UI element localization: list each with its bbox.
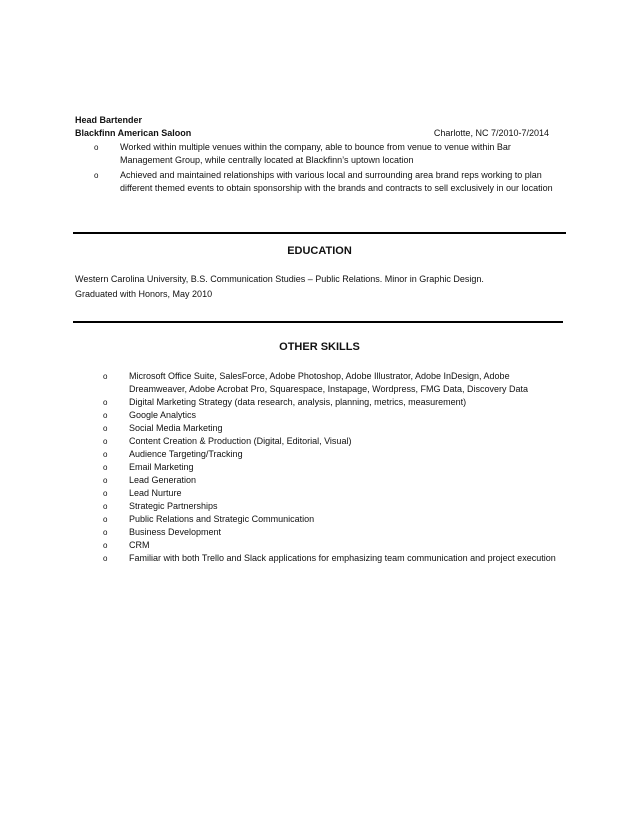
skill-item (103, 539, 558, 552)
section-divider (73, 321, 563, 323)
skill-text: Strategic Partnerships (129, 501, 218, 511)
skill-text: Lead Generation (129, 475, 197, 485)
hollow-bullet-icon: o (103, 554, 108, 563)
skill-text: Microsoft Office Suite, SalesForce, Adobe Photoshop, Adobe Illustrator, Adobe InDesign, Adobe Dreamweaver, Adobe Acrobat Pro, Squarespace, Instapage, Wordpress, FMG Data, Discovery Data (129, 371, 529, 394)
skills-list (103, 370, 558, 565)
skill-text: Audience Targeting/Tracking (129, 449, 243, 459)
skill-item (103, 396, 558, 409)
education-honors: Graduated with Honors, May 2010 (75, 289, 213, 299)
skill-item (103, 370, 558, 396)
skill-text: Digital Marketing Strategy (data research, analysis, planning, metrics, measurement) (129, 397, 467, 407)
job-bullet (94, 141, 554, 167)
skill-item (103, 461, 558, 474)
education-degree: Western Carolina University, B.S. Communication Studies – Public Relations. Minor in Graphic Design. (75, 274, 484, 284)
skill-item (103, 552, 558, 565)
job-bullet (94, 169, 554, 195)
hollow-bullet-icon: o (94, 143, 99, 152)
skill-text: Public Relations and Strategic Communication (129, 514, 315, 524)
job-location-dates: Charlotte, NC 7/2010-7/2014 (433, 128, 549, 138)
hollow-bullet-icon: o (103, 541, 108, 550)
skill-item (103, 526, 558, 539)
skill-text: Lead Nurture (129, 488, 182, 498)
skills-heading: OTHER SKILLS (279, 341, 360, 353)
hollow-bullet-icon: o (103, 411, 108, 420)
hollow-bullet-icon: o (103, 502, 108, 511)
hollow-bullet-icon: o (103, 424, 108, 433)
hollow-bullet-icon: o (103, 515, 108, 524)
skill-item (103, 435, 558, 448)
job-bullet-text: Achieved and maintained relationships with various local and surrounding area brand reps working to plan different themed events to obtain sponsorship with the brands and contracts to sell exclusively in our location (120, 170, 553, 193)
section-divider (73, 232, 566, 234)
job-title: Head Bartender (75, 115, 143, 125)
skill-text: CRM (129, 540, 150, 550)
skill-item (103, 448, 558, 461)
hollow-bullet-icon: o (103, 398, 108, 407)
hollow-bullet-icon: o (103, 450, 108, 459)
hollow-bullet-icon: o (103, 463, 108, 472)
job-bullet-list (94, 141, 554, 197)
hollow-bullet-icon: o (103, 476, 108, 485)
company-name: Blackfinn American Saloon (75, 128, 192, 138)
education-heading: EDUCATION (287, 245, 352, 257)
hollow-bullet-icon: o (103, 528, 108, 537)
hollow-bullet-icon: o (94, 171, 99, 180)
skill-text: Familiar with both Trello and Slack applications for emphasizing team communication and project execution (129, 553, 556, 563)
skill-item (103, 487, 558, 500)
skill-item (103, 513, 558, 526)
skill-text: Email Marketing (129, 462, 194, 472)
skill-text: Business Development (129, 527, 222, 537)
skill-text: Social Media Marketing (129, 423, 223, 433)
skill-text: Content Creation & Production (Digital, Editorial, Visual) (129, 436, 352, 446)
hollow-bullet-icon: o (103, 372, 108, 381)
hollow-bullet-icon: o (103, 437, 108, 446)
job-bullet-text: Worked within multiple venues within the company, able to bounce from venue to venue within Bar Management Group, while centrally located at Blackfinn’s uptown location (120, 142, 511, 165)
skill-text: Google Analytics (129, 410, 197, 420)
skill-item (103, 422, 558, 435)
hollow-bullet-icon: o (103, 489, 108, 498)
skill-item (103, 474, 558, 487)
skill-item (103, 409, 558, 422)
skill-item (103, 500, 558, 513)
